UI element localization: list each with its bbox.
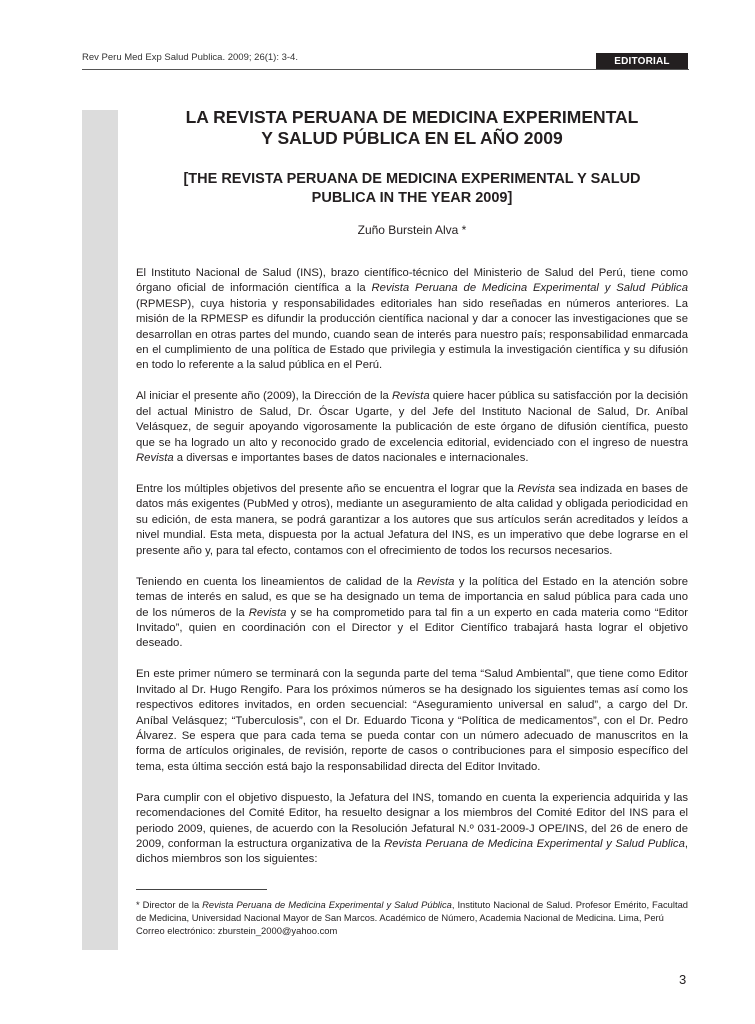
paragraph-4 bbox=[136, 575, 688, 652]
text-span: , Instituto Nacional de Salud. Profesor Emérito, Facultad de Medicina, Universidad Nacional Mayor de San Marcos. Académico de Número, Academia Nacional de Medicina. Lima, Perú bbox=[136, 899, 689, 923]
text-span: En este primer número se terminará con la segunda parte del tema “Salud Ambiental”, que tiene como Editor Invitado al Dr. Hugo Rengifo. Para los próximos números se ha designado los siguientes temas así como los respectivos editores invitados, en orden secuencial: “Aseguramiento universal en salud”, a cargo del Dr. Aníbal Velásquez; “Tuberculosis”, con el Dr. Eduardo Ticona y “Política de medicamentos”, con el Dr. Pedro Álvarez. Se espera que para cada tema se pueda contar con un número adecuado de manuscritos en la forma de artículos originales, de revisión, reporte de casos o contribuciones para el simposio específico del tema, esta última sección está bajo la responsabilidad directa del Editor Invitado. bbox=[136, 668, 688, 773]
author-name: Zuño Burstein Alva * bbox=[357, 223, 467, 237]
journal-name-italic: Revista bbox=[517, 483, 555, 496]
footnote-affiliation bbox=[136, 898, 688, 924]
article-body bbox=[136, 266, 688, 883]
side-decoration-bar bbox=[82, 110, 118, 950]
footnote-rule bbox=[136, 889, 267, 890]
header-rule bbox=[82, 69, 689, 70]
text-span: (RPMESP), cuya historia y responsabilidades editoriales han sido reseñadas en números anteriores. La misión de la RPMESP es difundir la producción científica nacional y dar a conocer las investigaciones que se desarrollan en otras partes del mundo, cuando sean de interés para nuestro país; responsabilidad enmarcada en el cumplimiento de una política de Estado que privilegia y estimula la investigación científica y su difusión en todo lo referente a la salud pública en el Perú. bbox=[136, 297, 688, 372]
journal-name-italic: Revista Peruana de Medicina Experimental y Salud Pública bbox=[371, 282, 688, 295]
journal-name-italic: Revista bbox=[248, 606, 287, 619]
text-span: Para cumplir con el objetivo dispuesto, la Jefatura del INS, tomando en cuenta la experiencia adquirida y las recomendaciones del Comité Editor, ha resuelto designar a los miembros del Comité Editor del INS para el periodo 2009, quienes, de acuerdo con la Resolución Jefatural N.º 031-2009-J OPE/INS, del 26 de enero de 2009, conforman la estructura organizativa de la bbox=[136, 791, 688, 850]
journal-name-italic: Revista Peruana de Medicina Experimental y Salud Publica bbox=[384, 837, 685, 850]
title-line-1: LA REVISTA PERUANA DE MEDICINA EXPERIMENTAL bbox=[185, 107, 639, 127]
paragraph-6 bbox=[136, 791, 688, 868]
text-span: Entre los múltiples objetivos del presente año se encuentra el lograr que la bbox=[136, 483, 518, 496]
footnote-email: Correo electrónico: zburstein_2000@yahoo.com bbox=[136, 925, 338, 936]
journal-name-italic: Revista bbox=[416, 575, 455, 588]
journal-name-italic: Revista bbox=[391, 390, 430, 403]
paragraph-1 bbox=[136, 266, 688, 374]
paragraph-3 bbox=[136, 482, 688, 559]
author-footnote bbox=[136, 898, 688, 937]
text-span: a diversas e importantes bases de datos nacionales e internacionales. bbox=[173, 452, 529, 465]
journal-name-italic: Revista Peruana de Medicina Experimental y Salud Pública bbox=[202, 899, 452, 910]
text-span: El Instituto Nacional de Salud (INS), brazo científico-técnico del Ministerio de Salud del Perú, tiene como órgano oficial de información científica a la bbox=[136, 267, 688, 295]
subtitle-line-2: PUBLICA IN THE YEAR 2009] bbox=[311, 189, 513, 206]
header-citation: Rev Peru Med Exp Salud Publica. 2009; 26(1): 3-4. bbox=[82, 52, 298, 63]
text-span: sea indizada en bases de datos más exigentes (PubMed y otros), mediante un aseguramiento de alta calidad y obligada periodicidad en su edición, de esta manera, se podrá garantizar a los autores que sus artículos serán acreditados y leídos a nivel mundial. Esta meta, dispuesta por la actual Jefatura del INS, es un imperativo que debe lograrse en el presente año y, para tal efecto, contamos con el ofrecimiento de todos los recursos necesarios. bbox=[136, 483, 688, 557]
section-badge: EDITORIAL bbox=[596, 53, 688, 69]
title-line-2: Y SALUD PÚBLICA EN EL AÑO 2009 bbox=[261, 128, 563, 148]
text-span: y se ha comprometido para tal fin a un experto en cada materia como “Editor Invitado”, quien en coordinación con el Director y el Editor Científico trabajará hasta lograr el objetivo deseado. bbox=[136, 606, 688, 650]
paragraph-2 bbox=[136, 389, 688, 466]
text-span: Teniendo en cuenta los lineamientos de calidad de la bbox=[136, 575, 417, 588]
subtitle-line-1: [THE REVISTA PERUANA DE MEDICINA EXPERIMENTAL Y SALUD bbox=[183, 171, 641, 187]
text-span: quiere hacer pública su satisfacción por la decisión del actual Ministro de Salud, Dr. Óscar Ugarte, y del Jefe del Instituto Nacional de Salud, Dr. Aníbal Velásquez, de seguir apoyando vigorosamente la publicación de este órgano de difusión científica, puesto que se ha logrado un alto y reconocido grado de excelencia editorial, evidenciado con el ingreso de nuestra bbox=[136, 390, 688, 449]
text-span: y la política del Estado en la atención sobre temas de interés en salud, es que se ha designado un tema de importancia en salud pública para cada uno de los números de la bbox=[136, 575, 688, 619]
article-title bbox=[136, 107, 688, 149]
page-number: 3 bbox=[679, 972, 687, 987]
text-span: * Director de la bbox=[136, 899, 203, 910]
article-subtitle bbox=[136, 170, 688, 207]
text-span: , dichos miembros son los siguientes: bbox=[136, 837, 688, 866]
paragraph-5 bbox=[136, 667, 688, 775]
journal-name-italic: Revista bbox=[136, 452, 174, 465]
text-span: Al iniciar el presente año (2009), la Dirección de la bbox=[136, 390, 392, 403]
